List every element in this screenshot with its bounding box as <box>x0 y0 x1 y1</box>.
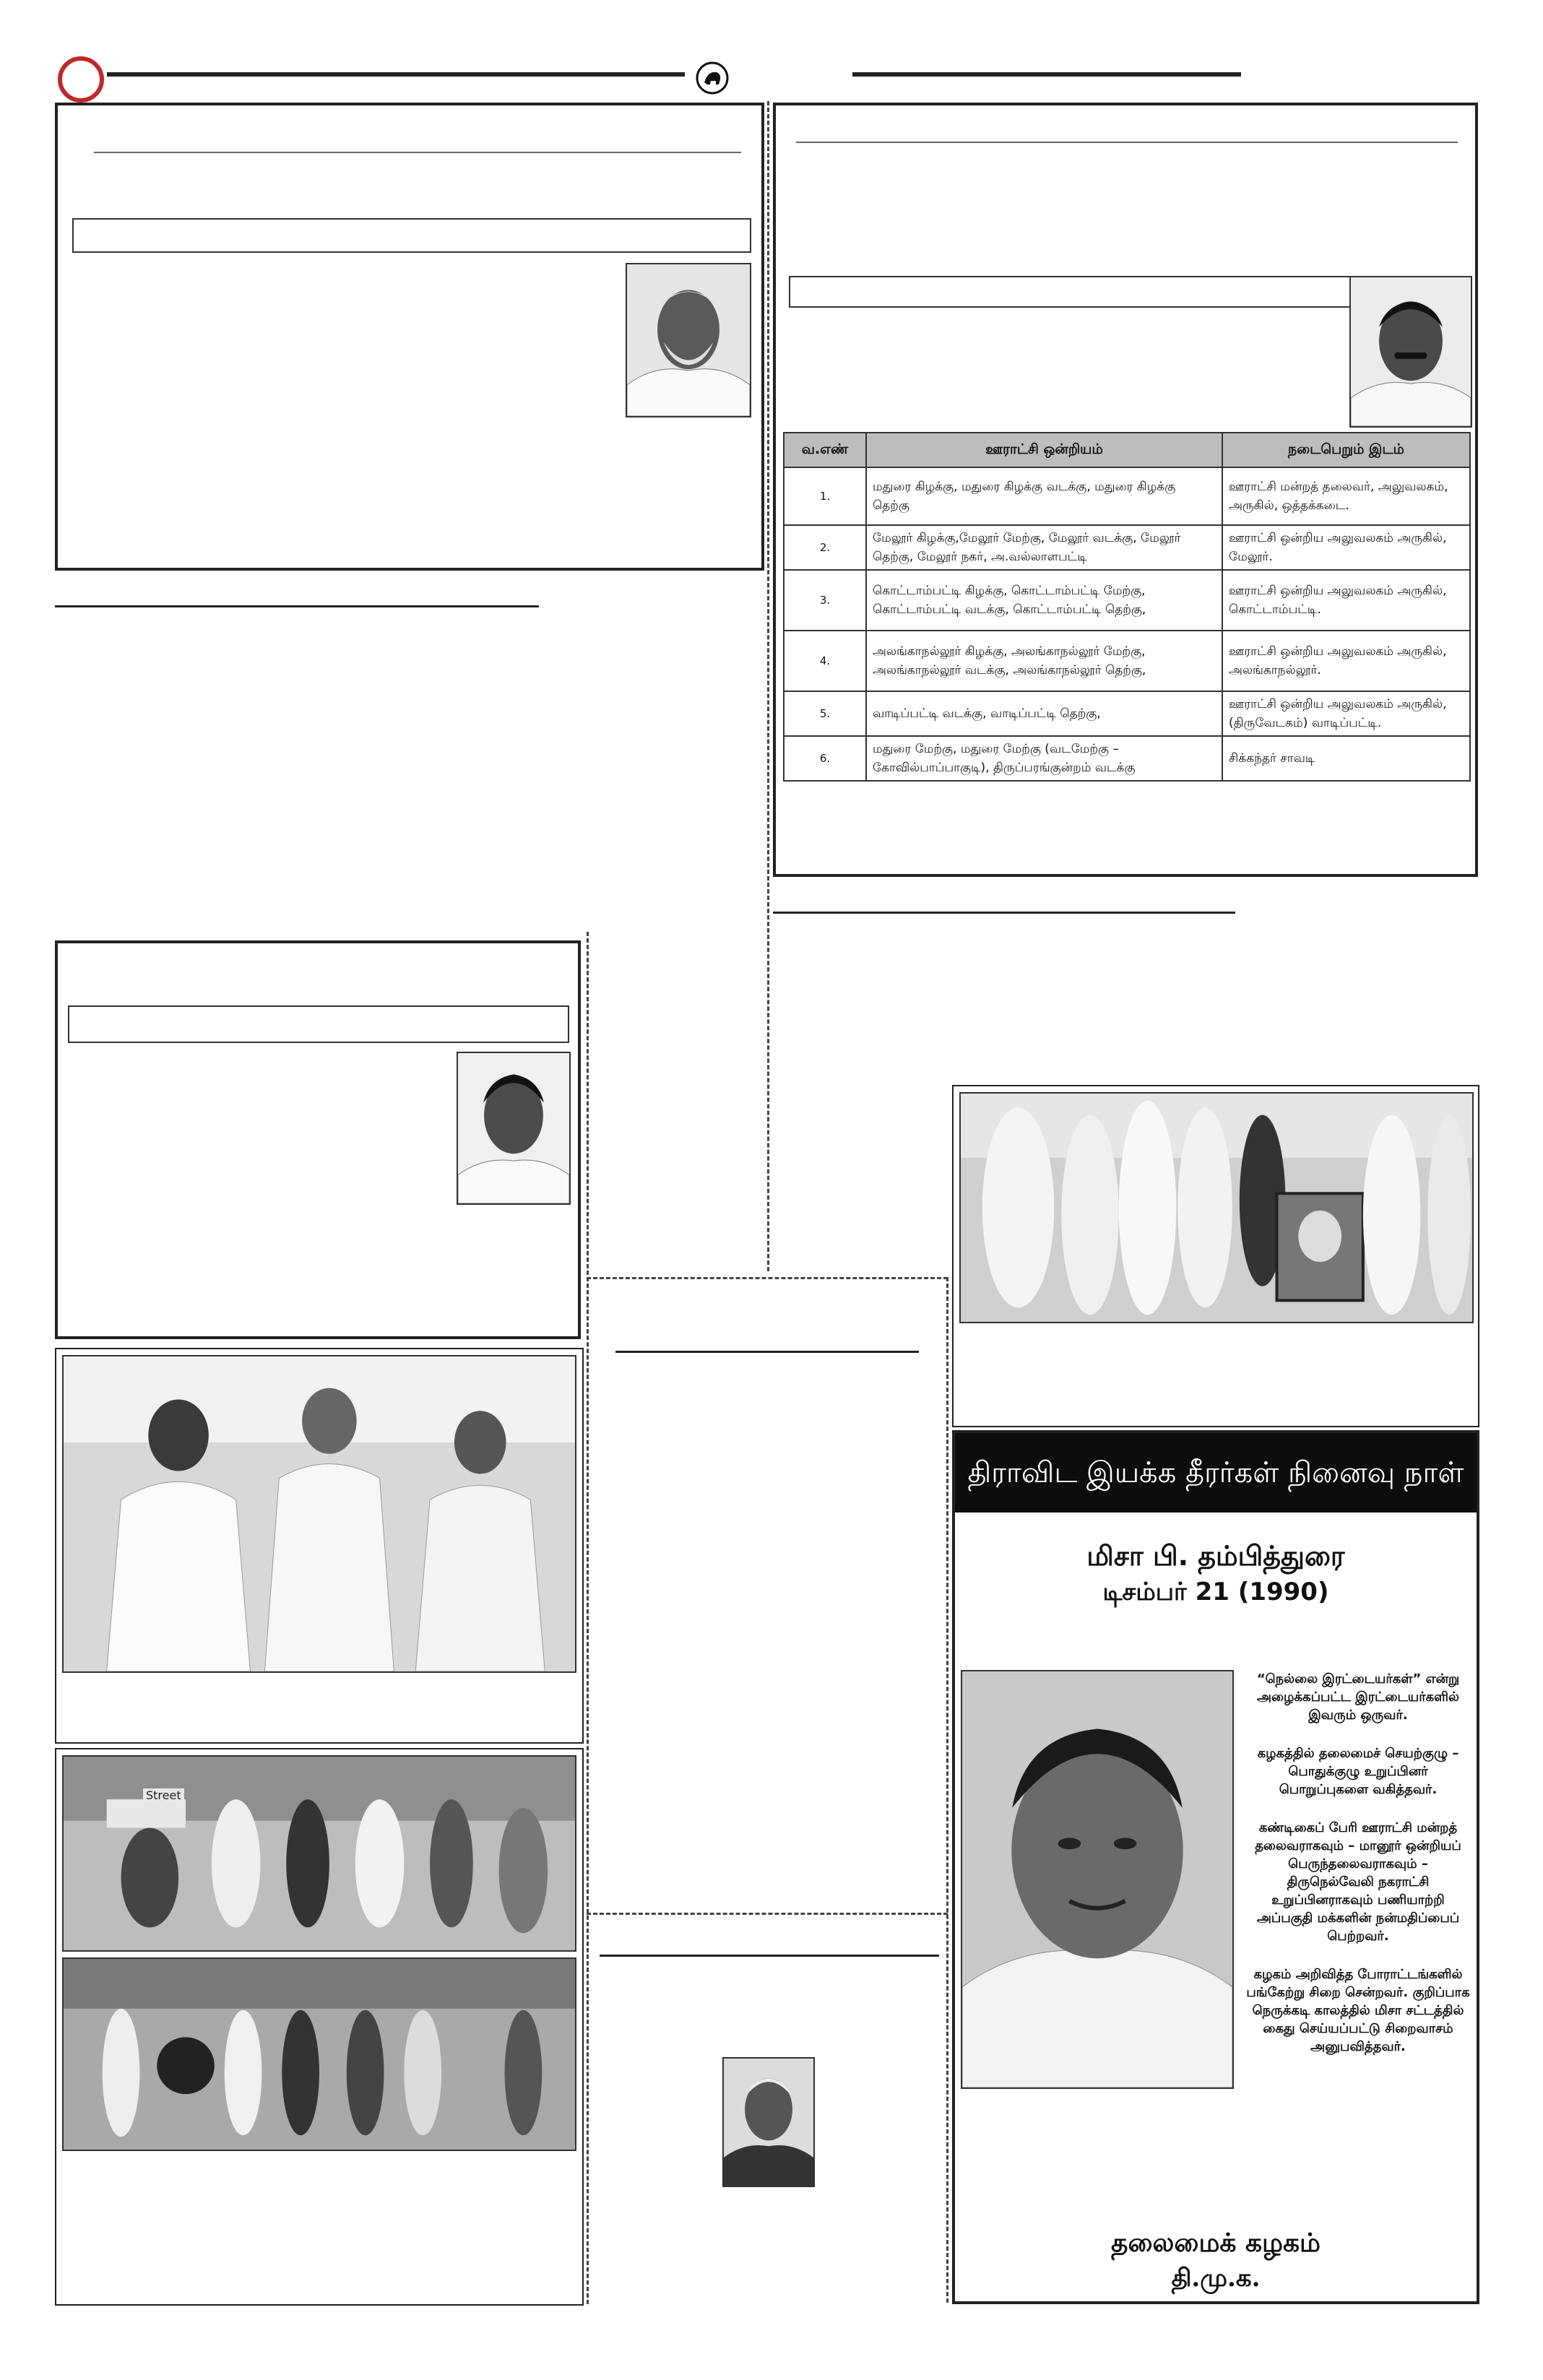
portrait-photo-elder <box>626 263 751 417</box>
table-row <box>784 691 1470 736</box>
memorial-heading: திராவிட இயக்க தீரர்கள் நினைவு நாள் <box>955 1433 1477 1513</box>
memorial-name: மிசா பி. தம்பித்துரை <box>1086 1540 1345 1572</box>
photo-box-tribute <box>952 1085 1479 1427</box>
row-venue: ஊராட்சி ஒன்றிய அலுவலகம் அருகில், கொட்டாம்பட்டி. <box>1222 570 1470 631</box>
column-divider-middle <box>946 1277 948 2303</box>
masthead-rule-left <box>107 72 685 77</box>
article-rule-middle-lower <box>600 1955 939 1957</box>
headline-rule <box>796 142 1458 143</box>
memorial-paragraph: “நெல்லை இரட்டையர்கள்” என்று அழைக்கப்பட்ட இரட்டையர்களில் இவரும் ஒருவர். <box>1256 1671 1460 1723</box>
schedule-table-wrap <box>783 432 1471 782</box>
notice-box-middle-left <box>55 940 581 1339</box>
headline-rule <box>94 152 741 153</box>
row-union: மேலூர் கிழக்கு,மேலூர் மேற்கு, மேலூர் வடக்கு, மேலூர் தெற்கு, மேலூர் நகர், அ.வல்லாளபட்டி <box>866 525 1222 570</box>
notice-box-top-left <box>55 103 764 571</box>
memorial-signature-line2: தி.மு.க. <box>1171 2264 1261 2293</box>
header-union: ஊராட்சி ஒன்றியம் <box>866 433 1222 467</box>
photo-street-group-top <box>62 1755 576 1952</box>
memorial-paragraph: கழகம் அறிவித்த போராட்டங்களில் பங்கேற்று சிறை சென்றவர். குறிப்பாக நெருக்கடி காலத்தில் மிசா சட்டத்தில் கைது செய்யப்பட்டு சிறைவாசம் அனுபவித்தவர். <box>1246 1967 1470 2054</box>
row-venue: ஊராட்சி ஒன்றிய அலுவலகம் அருகில்,(திருவேடகம்) வாடிப்பட்டி. <box>1222 691 1470 736</box>
column-divider-center <box>767 101 769 1271</box>
row-venue: சிக்கந்தர் சாவடி <box>1222 736 1470 781</box>
portrait-photo-elder-small <box>722 2057 815 2187</box>
sub-heading-bar <box>72 218 751 253</box>
portrait-photo-young-man <box>457 1052 571 1205</box>
memorial-date: டிசம்பர் 21 (1990) <box>1102 1578 1329 1606</box>
notice-box-schedule <box>773 103 1478 877</box>
table-header-row <box>784 433 1470 467</box>
table-row <box>784 631 1470 691</box>
party-emblem-icon <box>695 61 730 95</box>
row-serial: 6. <box>784 736 866 781</box>
row-venue: ஊராட்சி ஒன்றிய அலுவலகம் அருகில், அலங்காநல்லூர். <box>1222 631 1470 691</box>
row-serial: 3. <box>784 570 866 631</box>
memorial-portrait <box>961 1670 1234 2089</box>
masthead-rule-right <box>852 72 1241 77</box>
sub-heading-bar <box>68 1005 569 1043</box>
column-divider-left <box>587 932 589 2304</box>
article-rule-middle <box>615 1351 919 1353</box>
street-sign: Street <box>143 1788 184 1802</box>
row-union: வாடிப்பட்டி வடக்கு, வாடிப்பட்டி தெற்கு, <box>866 691 1222 736</box>
schedule-table <box>783 432 1471 782</box>
photo-box-street-inspection <box>55 1748 584 2306</box>
row-serial: 5. <box>784 691 866 736</box>
memorial-signature-line1: தலைமைக் கழகம் <box>1111 2228 1321 2258</box>
article-rule-right <box>773 912 1235 914</box>
portrait-photo-man-moustache <box>1349 276 1472 428</box>
row-union: அலங்காநல்லூர் கிழக்கு, அலங்காநல்லூர் மேற்கு, அலங்காநல்லூர் வடக்கு, அலங்காநல்லூர் தெற்கு, <box>866 631 1222 691</box>
photo-three-men-greeting <box>62 1355 576 1673</box>
section-divider-lower <box>587 1913 948 1915</box>
header-venue: நடைபெறும் இடம் <box>1222 433 1470 467</box>
table-row <box>784 570 1470 631</box>
memorial-box <box>952 1430 1479 2304</box>
sub-heading-bar <box>789 276 1367 308</box>
memorial-text <box>1244 1670 1472 2076</box>
table-row <box>784 525 1470 570</box>
header-serial: வ.எண் <box>784 433 866 467</box>
row-union: மதுரை மேற்கு, மதுரை மேற்கு (வடமேற்கு – கோவில்பாப்பாகுடி), திருப்பரங்குன்றம் வடக்கு <box>866 736 1222 781</box>
row-union: மதுரை கிழக்கு, மதுரை கிழக்கு வடக்கு, மதுரை கிழக்கு தெற்கு <box>866 467 1222 525</box>
page-number-circle <box>58 56 104 103</box>
article-rule-left <box>55 605 539 607</box>
section-divider-middle <box>587 1277 948 1279</box>
photo-tribute-garlanded-portrait <box>959 1092 1474 1323</box>
row-union: கொட்டாம்பட்டி கிழக்கு, கொட்டாம்பட்டி மேற்கு, கொட்டாம்பட்டி வடக்கு, கொட்டாம்பட்டி தெற்கு, <box>866 570 1222 631</box>
table-row <box>784 467 1470 525</box>
row-venue: ஊராட்சி ஒன்றிய அலுவலகம் அருகில், மேலூர். <box>1222 525 1470 570</box>
row-venue: ஊராட்சி மன்றத் தலைவர், அலுவலகம், அருகில், ஒத்தக்கடை. <box>1222 467 1470 525</box>
row-serial: 2. <box>784 525 866 570</box>
photo-street-group-bottom <box>62 1957 576 2151</box>
table-row <box>784 736 1470 781</box>
photo-box-three-men <box>55 1348 584 1744</box>
memorial-paragraph: கண்டிகைப் பேரி ஊராட்சி மன்றத் தலைவராகவும் – மானூர் ஒன்றியப் பெருந்தலைவராகவும் – திருநெல்வேலி நகராட்சி உறுப்பினராகவும் பணியாற்றி அப்பகுதி மக்களின் நன்மதிப்பைப் பெற்றவர். <box>1255 1820 1461 1944</box>
memorial-paragraph: கழகத்தில் தலைமைச் செயற்குழு – பொதுக்குழு உறுப்பினர் பொறுப்புகளை வகித்தவர். <box>1257 1746 1459 1797</box>
row-serial: 4. <box>784 631 866 691</box>
row-serial: 1. <box>784 467 866 525</box>
